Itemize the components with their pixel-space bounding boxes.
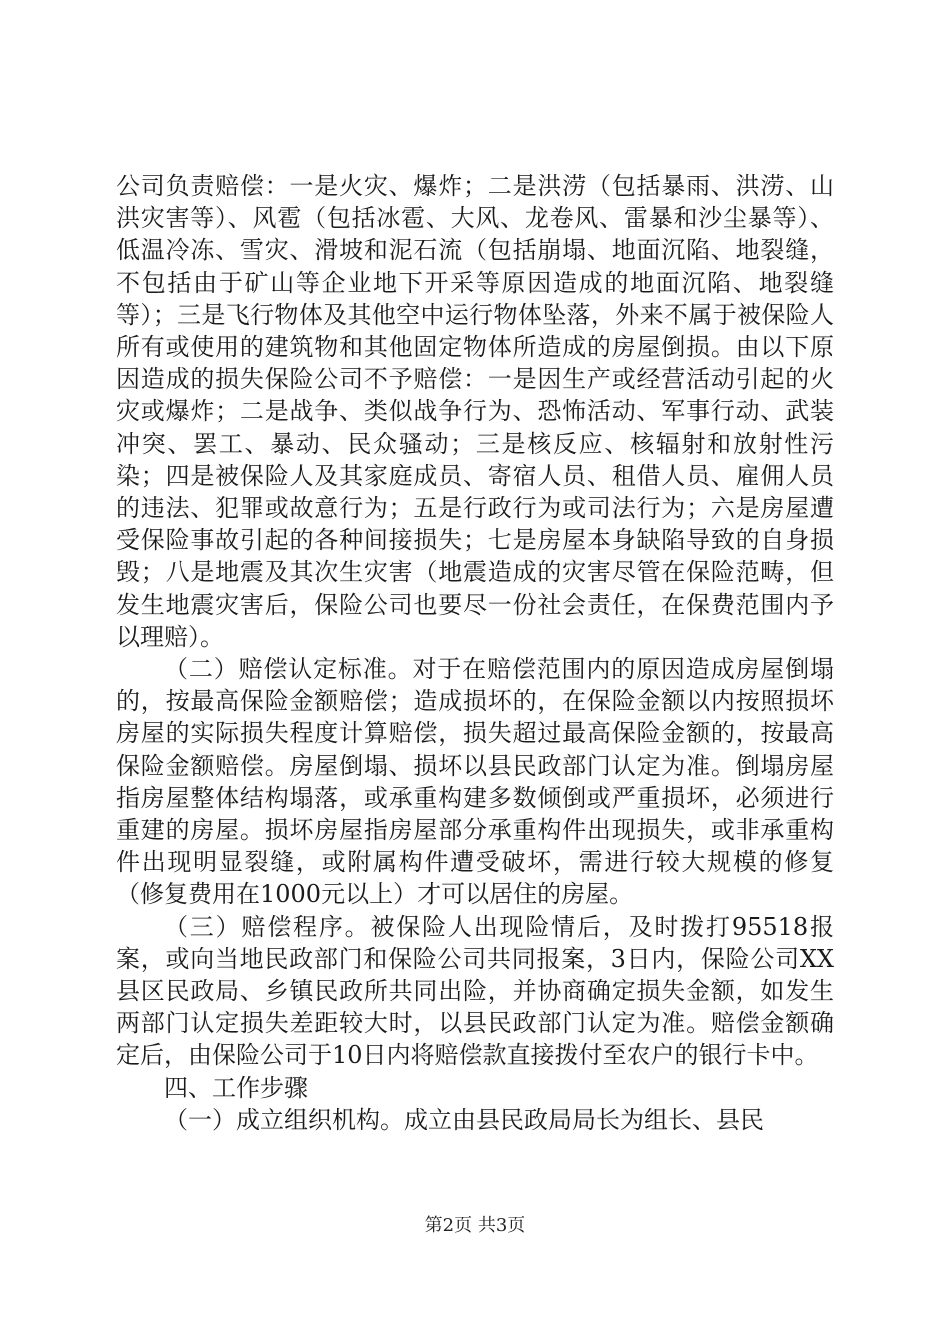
section-heading-work-steps: 四、工作步骤 [164,1073,308,1102]
paragraph-compensation-standard: （二）赔偿认定标准。对于在赔偿范围内的原因造成房屋倒塌的，按最高保险金额赔偿；造成损坏的，在保险金额以内按照损坏房屋的实际损失程度计算赔偿，损失超过最高保险金额的，按最高保险金额赔偿。房屋倒塌、损坏以县民政部门认定为准。倒塌房屋指房屋整体结构塌落，或承重构建多数倾倒或严重损坏，必须进行重建的房屋。损坏房屋指房屋部分承重构件出现损失，或非承重构件出现明显裂缝，或附属构件遭受破坏，需进行较大规模的修复（修复费用在1000元以上）才可以居住的房屋。 [116,655,834,909]
paragraph-compensation-procedure: （三）赔偿程序。被保险人出现险情后，及时拨打95518报案，或向当地民政部门和保险公司共同报案，3日内，保险公司XX县区民政局、乡镇民政所共同出险，并协商确定损失金额，如发生两部门认定损失差距较大时，以县民政部门认定为准。赔偿金额确定后，由保险公司于10日内将赔偿款直接拨付至农户的银行卡中。 [116,912,834,1070]
paragraph-organization: （一）成立组织机构。成立由县民政局局长为组长、县民 [164,1105,764,1134]
page-footer: 第2页 共3页 [424,1215,526,1236]
document-body [116,170,834,1136]
paragraph-compensation-scope: 公司负责赔偿：一是火灾、爆炸；二是洪涝（包括暴雨、洪涝、山洪灾害等）、风雹（包括冰雹、大风、龙卷风、雷暴和沙尘暴等）、低温冷冻、雪灾、滑坡和泥石流（包括崩塌、地面沉陷、地裂缝，不包括由于矿山等企业地下开采等原因造成的地面沉陷、地裂缝等）；三是飞行物体及其他空中运行物体坠落，外来不属于被保险人所有或使用的建筑物和其他固定物体所造成的房屋倒损。由以下原因造成的损失保险公司不予赔偿：一是因生产或经营活动引起的火灾或爆炸；二是战争、类似战争行为、恐怖活动、军事行动、武装冲突、罢工、暴动、民众骚动；三是核反应、核辐射和放射性污染；四是被保险人及其家庭成员、寄宿人员、租借人员、雇佣人员的违法、犯罪或故意行为；五是行政行为或司法行为；六是房屋遭受保险事故引起的各种间接损失；七是房屋本身缺陷导致的自身损毁；八是地震及其次生灾害（地震造成的灾害尽管在保险范畴，但发生地震灾害后，保险公司也要尽一份社会责任，在保费范围内予以理赔）。 [116,172,834,651]
